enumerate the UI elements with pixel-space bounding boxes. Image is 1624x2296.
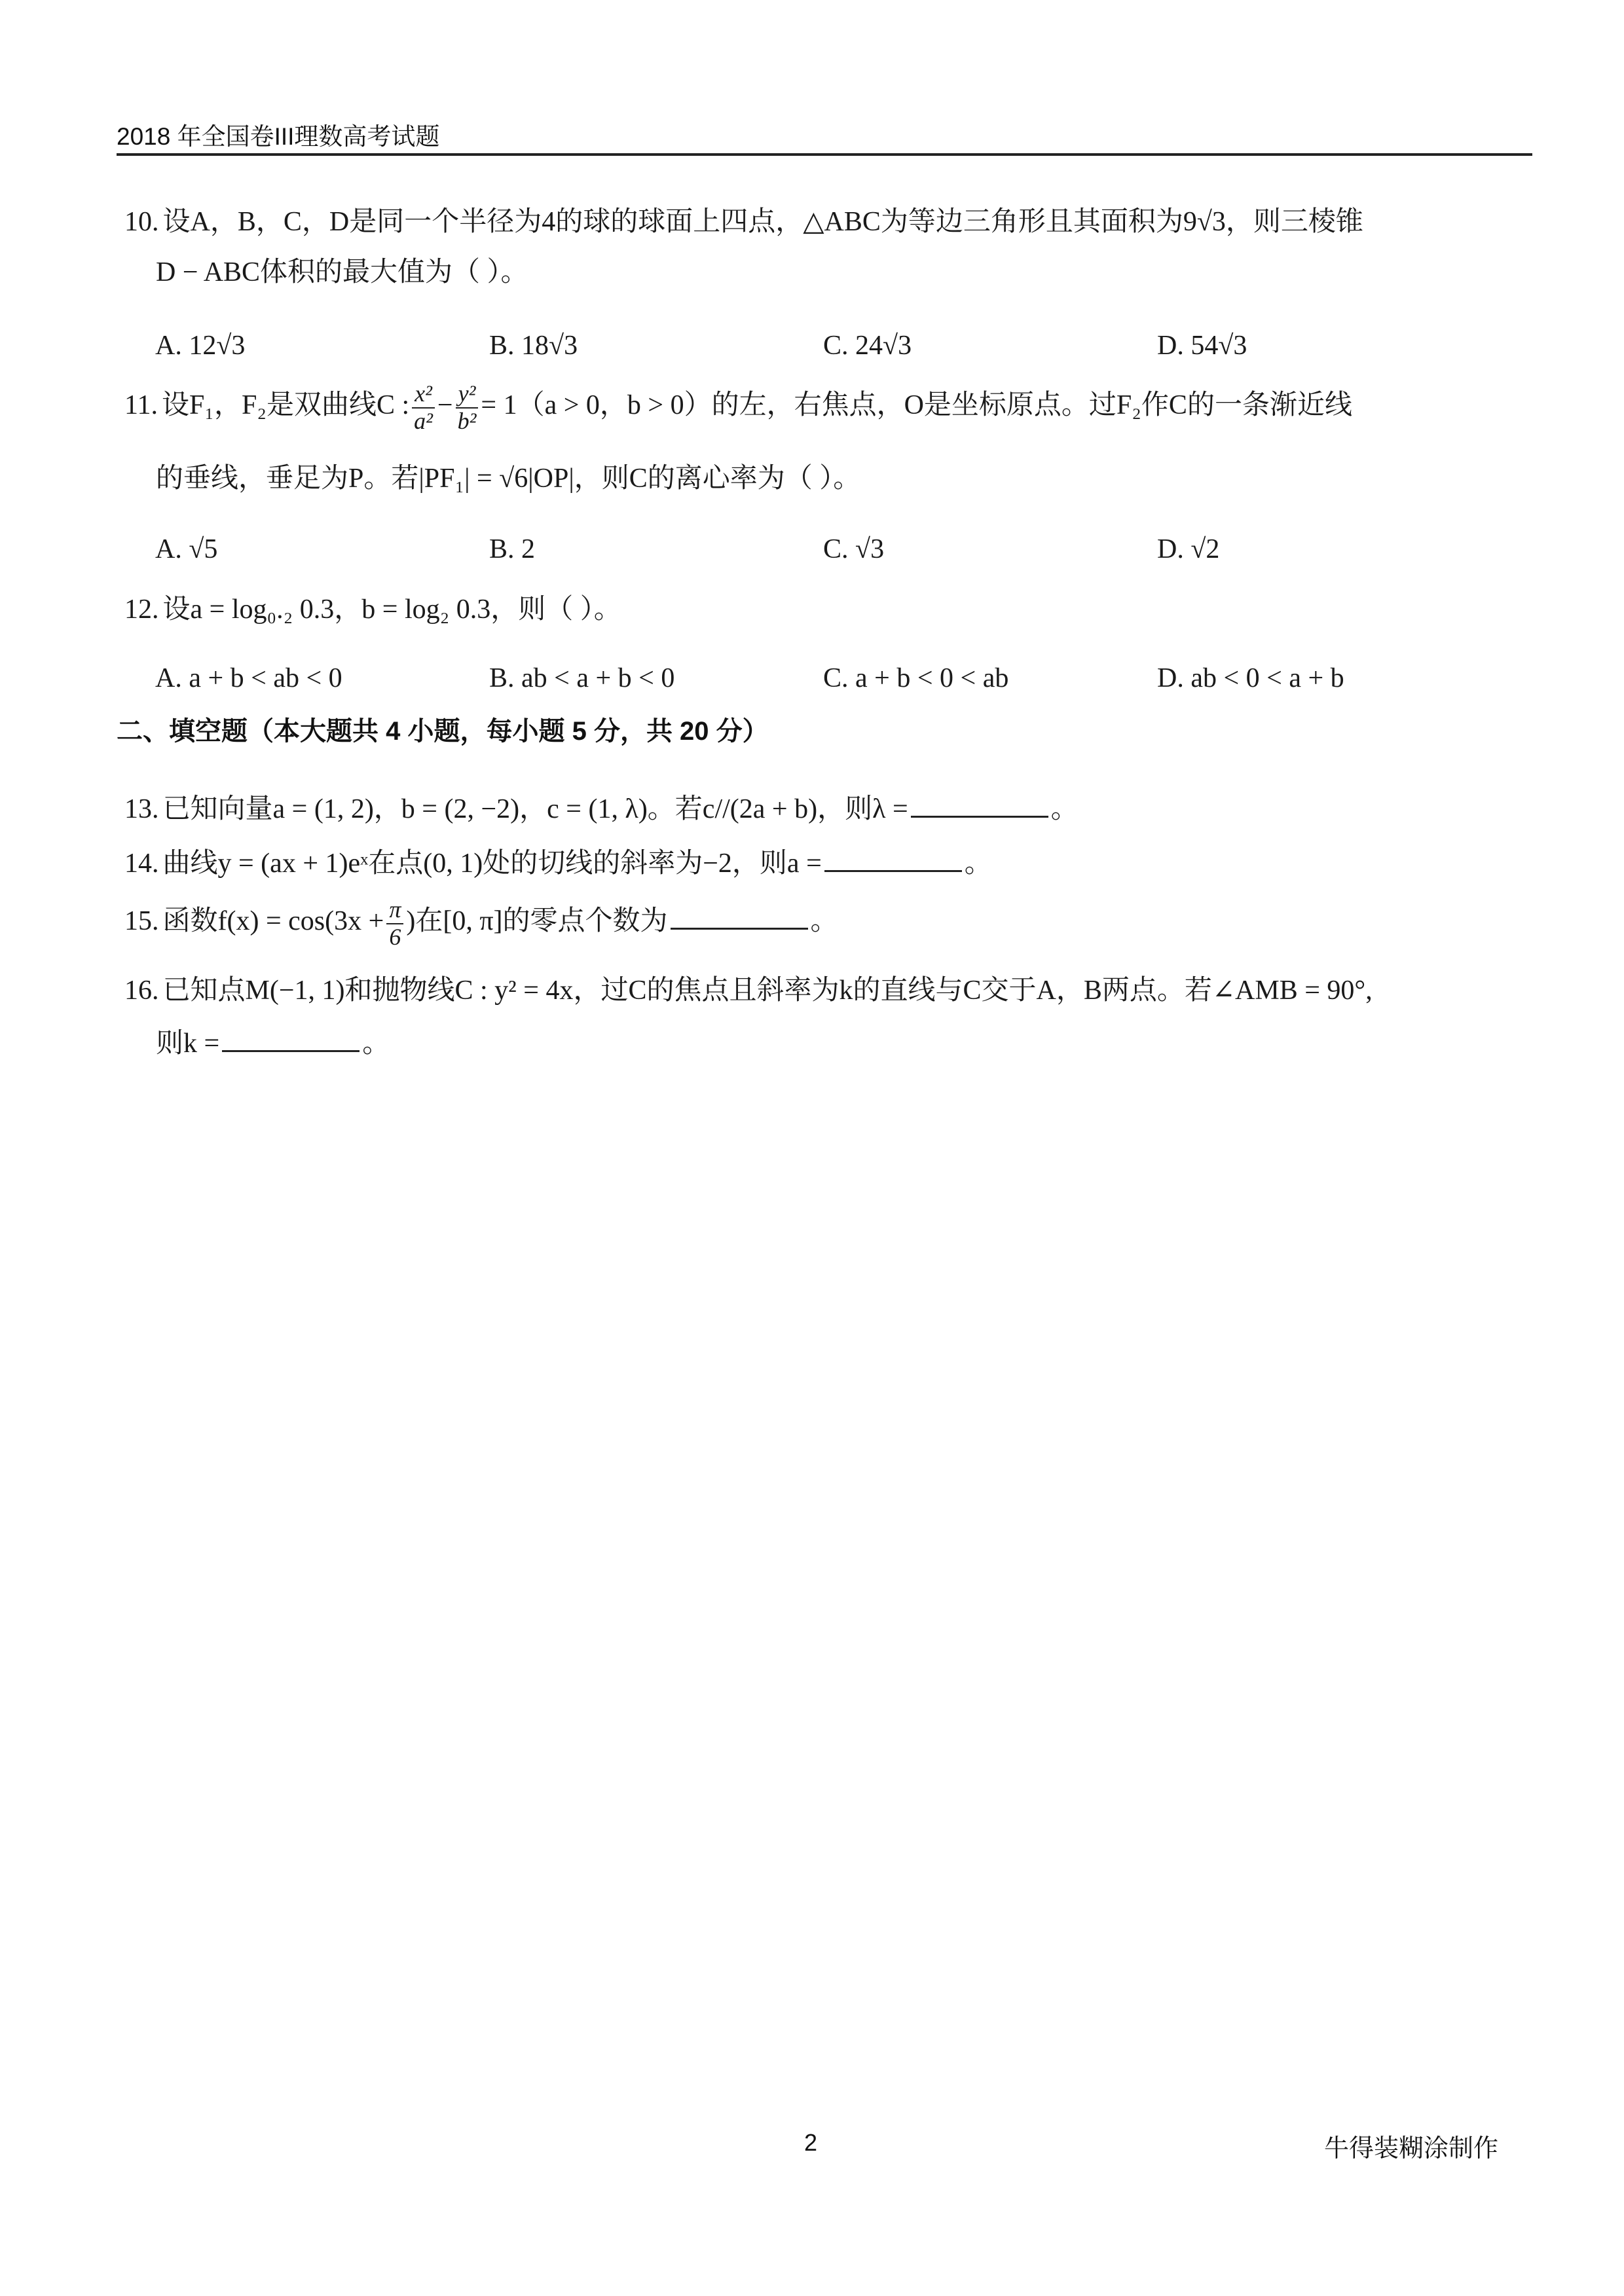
fraction-x2-a2: $\frac{\text{x²}}{\text{a²}}$	[412, 381, 435, 434]
question-number: 16.	[124, 975, 159, 1006]
question-number: 15.	[124, 906, 159, 937]
question-12-line1	[124, 596, 621, 623]
fraction-pi-6: $\frac{\pi}{6}$	[386, 897, 403, 950]
question-text: 已知向量a = (1, 2)，b = (2, −2)，c = (1, λ)。若c//(2a + b)，则λ =	[162, 794, 908, 824]
question-number: 12.	[124, 594, 159, 625]
question-13: 13. 已知向量a = (1, 2)，b = (2, −2)，c = (1, λ)。若c//(2a + b)，则λ = 。	[124, 794, 1079, 824]
option-d: D. ab < 0 < a + b	[1157, 663, 1344, 693]
question-text-post: = 1（a > 0，b > 0）的左，右焦点，O是坐标原点。过F₂作C的一条渐近线	[481, 390, 1352, 421]
question-14: 14. 曲线y = (ax + 1)eˣ在点(0, 1)处的切线的斜率为−2，则a = 。	[124, 848, 992, 879]
question-10-line1	[124, 208, 1363, 236]
question-11-line1: 11. 设F₁，F₂是双曲线C : $\frac{\text{x²}}{\text{a²}}$ − $\frac{\text{y²}}{\text{b²}}$ = 1（a > 0，b > 0）的左，右焦点，O是坐标原点。过F₂作C的一条渐近线	[124, 380, 1352, 434]
question-15: 15. 函数f(x) = cos(3x + $\frac{\pi}{6}$ )在[0, π]的零点个数为 。	[124, 896, 838, 950]
option-b: B. 2	[489, 534, 536, 564]
question-16-line1	[124, 977, 1373, 1004]
question-text-post: )在[0, π]的零点个数为	[406, 906, 668, 937]
question-number: 13.	[124, 794, 159, 824]
page-header	[117, 117, 1532, 152]
answer-blank[interactable]	[824, 848, 962, 872]
question-number: 14.	[124, 848, 159, 879]
question-text: 曲线y = (ax + 1)eˣ在点(0, 1)处的切线的斜率为−2，则a =	[162, 848, 822, 879]
question-10-line2: D − ABC体积的最大值为（ ）。	[156, 257, 528, 287]
option-a: A. a + b < ab < 0	[155, 663, 342, 693]
answer-blank[interactable]	[671, 905, 808, 930]
header-title: 2018 年全国卷III理数高考试题	[117, 123, 440, 150]
question-text: 设a = log₀.₂ 0.3，b = log₂ 0.3，则（ ）。	[162, 594, 621, 625]
option-c: C. 24√3	[823, 331, 912, 361]
answer-blank[interactable]	[911, 793, 1048, 818]
fraction-y2-b2: $\frac{\text{y²}}{\text{b²}}$	[456, 381, 479, 434]
option-b: B. ab < a + b < 0	[489, 663, 675, 693]
option-b: B. 18√3	[489, 331, 578, 361]
footer-credit: 牛得装糊涂制作	[1324, 2135, 1499, 2162]
option-d: D. √2	[1157, 534, 1220, 564]
option-a: A. 12√3	[155, 331, 246, 361]
option-c: C. a + b < 0 < ab	[823, 663, 1009, 693]
option-d: D. 54√3	[1157, 331, 1247, 361]
option-c: C. √3	[823, 534, 885, 564]
question-text: 已知点M(−1, 1)和抛物线C : y² = 4x，过C的焦点且斜率为k的直线与C交于A，B两点。若∠AMB = 90°,	[162, 975, 1373, 1006]
question-number: 10.	[124, 207, 159, 237]
option-a: A. √5	[155, 534, 218, 564]
header-divider	[117, 153, 1532, 156]
answer-blank[interactable]	[222, 1028, 360, 1052]
question-11-line2: 的垂线，垂足为P。若|PF₁| = √6|OP|，则C的离心率为（ ）。	[156, 464, 861, 494]
question-number: 11.	[124, 390, 158, 421]
page-number: 2	[804, 2129, 818, 2156]
section-heading-fill-in: 二、填空题（本大题共 4 小题，每小题 5 分，共 20 分）	[117, 717, 769, 746]
question-text-pre: 设F₁，F₂是双曲线C :	[161, 390, 410, 421]
question-text: 设A，B，C，D是同一个半径为4的球的球面上四点，△ABC为等边三角形且其面积为9√3，则三棱锥	[162, 207, 1363, 237]
question-text-pre: 函数f(x) = cos(3x +	[162, 906, 384, 937]
question-16-line2: 则k = 。	[156, 1029, 390, 1059]
